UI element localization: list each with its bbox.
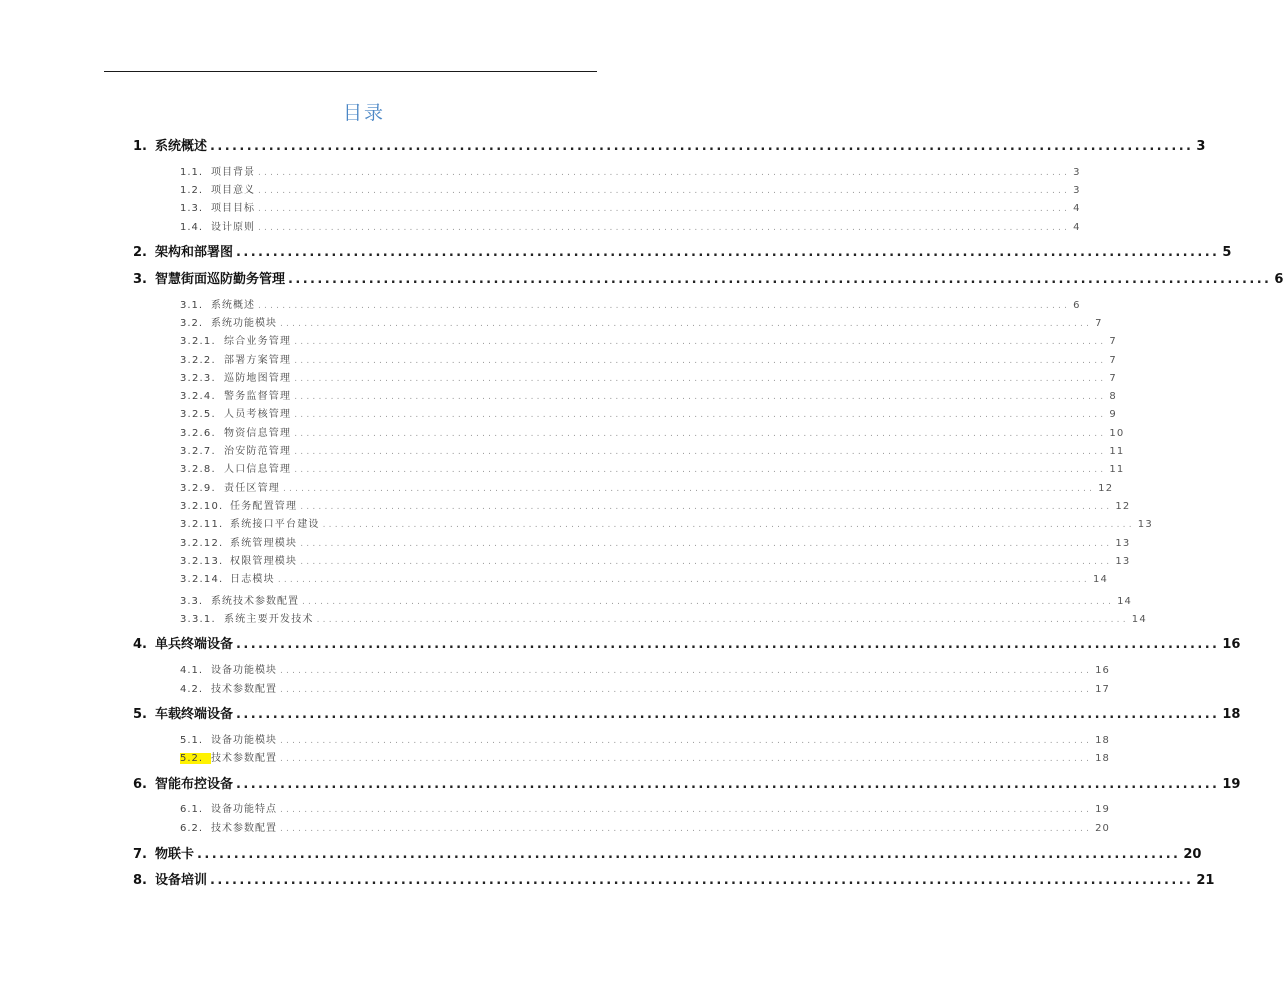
toc-entry[interactable] xyxy=(180,218,1081,233)
toc-entry[interactable] xyxy=(180,552,1131,567)
toc-page-number: 3 xyxy=(1073,185,1081,196)
dot-leader: ...................................................................................................................................... xyxy=(300,502,1113,512)
toc-entry-label: 日志模块 xyxy=(230,574,275,585)
toc-entry-number: 3. xyxy=(133,272,147,287)
toc-entry-number: 3.3. xyxy=(180,596,204,607)
toc-entry-label: 设备功能模块 xyxy=(211,735,277,746)
toc-entry[interactable] xyxy=(133,843,1202,862)
toc-page-number: 3 xyxy=(1196,139,1206,154)
dot-leader: ...................................................................................................................................... xyxy=(294,410,1107,420)
dot-leader: ...................................................................................................................................... xyxy=(258,204,1071,214)
dot-leader: ...................................................................................................................................... xyxy=(280,736,1093,746)
dot-leader: ...................................................................................................................................... xyxy=(280,805,1093,815)
toc-entry-number: 3.3.1. xyxy=(180,614,216,625)
toc-entry[interactable] xyxy=(133,268,1283,287)
toc-entry-number: 6. xyxy=(133,777,147,792)
toc-page-number: 16 xyxy=(1222,637,1241,652)
toc-entry[interactable] xyxy=(180,314,1103,329)
toc-entry-label: 物资信息管理 xyxy=(224,428,292,439)
toc-entry[interactable] xyxy=(180,405,1117,420)
toc-page-number: 18 xyxy=(1095,735,1110,746)
toc-entry-number: 7. xyxy=(133,847,147,862)
toc-page-number: 18 xyxy=(1222,707,1241,722)
toc-entry-label: 设备培训 xyxy=(155,873,208,888)
toc-entry-label: 车载终端设备 xyxy=(155,707,234,722)
toc-entry-number: 1. xyxy=(133,139,147,154)
toc-entry-number: 3.2.8. xyxy=(180,464,216,475)
toc-entry-label: 警务监督管理 xyxy=(224,391,292,402)
toc-entry-label: 技术参数配置 xyxy=(211,823,277,834)
toc-entry-label: 系统概述 xyxy=(211,300,255,311)
dot-leader: ...................................................................................................................................... xyxy=(294,429,1107,439)
toc-page-number: 8 xyxy=(1109,391,1117,402)
dot-leader: ...................................................................................................................................... xyxy=(280,319,1093,329)
toc-entry[interactable] xyxy=(133,633,1241,652)
toc-entry-label: 技术参数配置 xyxy=(211,684,277,695)
toc-entry[interactable] xyxy=(180,534,1131,549)
toc-entry-label: 设备功能特点 xyxy=(211,804,277,815)
toc-page-number: 4 xyxy=(1073,222,1081,233)
toc-entry[interactable] xyxy=(180,181,1081,196)
toc-page-number: 12 xyxy=(1115,501,1131,512)
dot-leader: ...................................................................................................................................... xyxy=(294,447,1107,457)
toc-entry-label: 项目目标 xyxy=(211,203,255,214)
toc-entry-number: 3.2.4. xyxy=(180,391,216,402)
toc-page-number: 13 xyxy=(1115,556,1131,567)
toc-entry[interactable] xyxy=(133,241,1232,260)
toc-entry[interactable] xyxy=(180,369,1117,384)
toc-entry-label: 治安防范管理 xyxy=(224,446,292,457)
toc-entry-number: 3.2.7. xyxy=(180,446,216,457)
dot-leader: ...................................................................................................................................... xyxy=(210,139,1194,154)
toc-entry-label: 技术参数配置 xyxy=(211,753,277,764)
toc-entry[interactable] xyxy=(133,869,1215,888)
dot-leader: ...................................................................................................................................... xyxy=(236,245,1220,260)
toc-entry-label: 项目意义 xyxy=(211,185,255,196)
toc-entry-number: 5.1. xyxy=(180,735,204,746)
toc-entry[interactable] xyxy=(180,680,1110,695)
toc-entry-number: 4.1. xyxy=(180,665,204,676)
toc-entry[interactable] xyxy=(180,479,1114,494)
toc-entry[interactable] xyxy=(180,424,1125,439)
toc-entry[interactable] xyxy=(180,515,1153,530)
toc-page-number: 7 xyxy=(1109,336,1117,347)
toc-entry[interactable] xyxy=(133,135,1206,154)
dot-leader: ...................................................................................................................................... xyxy=(280,824,1093,834)
toc-entry[interactable] xyxy=(180,387,1117,402)
toc-page-number: 4 xyxy=(1073,203,1081,214)
dot-leader: ...................................................................................................................................... xyxy=(294,337,1107,347)
toc-page-number: 7 xyxy=(1109,373,1117,384)
toc-entry-label: 人口信息管理 xyxy=(224,464,292,475)
toc-entry[interactable] xyxy=(180,460,1125,475)
toc-entry-label: 综合业务管理 xyxy=(224,336,292,347)
toc-entry-number: 4.2. xyxy=(180,684,204,695)
toc-entry-number: 3.2. xyxy=(180,318,204,329)
dot-leader: ...................................................................................................................................... xyxy=(294,392,1107,402)
toc-entry-label: 单兵终端设备 xyxy=(155,637,234,652)
toc-entry-number: 3.2.11. xyxy=(180,519,224,530)
toc-entry-label: 设备功能模块 xyxy=(211,665,277,676)
toc-page-number: 17 xyxy=(1095,684,1110,695)
toc-entry-number: 3.2.13. xyxy=(180,556,224,567)
toc-page-number: 7 xyxy=(1109,355,1117,366)
toc-page-number: 21 xyxy=(1196,873,1215,888)
dot-leader: ...................................................................................................................................... xyxy=(300,539,1113,549)
dot-leader: ...................................................................................................................................... xyxy=(294,356,1107,366)
toc-entry-number-highlighted: 5.2. xyxy=(180,753,211,764)
dot-leader: ...................................................................................................................................... xyxy=(300,557,1113,567)
toc-page-number: 11 xyxy=(1109,446,1125,457)
toc-entry[interactable] xyxy=(180,296,1081,311)
dot-leader: ...................................................................................................................................... xyxy=(280,754,1093,764)
dot-leader: ...................................................................................................................................... xyxy=(236,637,1220,652)
toc-entry-label: 部署方案管理 xyxy=(224,355,292,366)
dot-leader: ...................................................................................................................................... xyxy=(283,484,1096,494)
toc-entry-number: 1.1. xyxy=(180,167,204,178)
dot-leader: ...................................................................................................................................... xyxy=(258,301,1071,311)
dot-leader: ...................................................................................................................................... xyxy=(210,873,1194,888)
toc-entry[interactable] xyxy=(180,351,1117,366)
toc-entry-label: 系统概述 xyxy=(155,139,208,154)
dot-leader: ...................................................................................................................................... xyxy=(280,685,1093,695)
toc-entry[interactable] xyxy=(180,731,1110,746)
toc-entry[interactable] xyxy=(180,749,1110,764)
toc-entry[interactable] xyxy=(180,661,1110,676)
toc-entry-number: 3.1. xyxy=(180,300,204,311)
toc-entry-number: 3.2.5. xyxy=(180,409,216,420)
dot-leader: ...................................................................................................................................... xyxy=(258,168,1071,178)
toc-entry-number: 5. xyxy=(133,707,147,722)
toc-entry-label: 智慧街面巡防勤务管理 xyxy=(155,272,286,287)
toc-entry-number: 3.2.12. xyxy=(180,538,224,549)
toc-page-number: 20 xyxy=(1183,847,1202,862)
dot-leader: ...................................................................................................................................... xyxy=(277,575,1090,585)
toc-page-number: 5 xyxy=(1222,245,1232,260)
toc-entry[interactable] xyxy=(180,819,1110,834)
dot-leader: ...................................................................................................................................... xyxy=(302,597,1115,607)
toc-page-number: 6 xyxy=(1274,272,1283,287)
dot-leader: ...................................................................................................................................... xyxy=(236,707,1220,722)
toc-page-number: 14 xyxy=(1092,574,1109,585)
dot-leader: ...................................................................................................................................... xyxy=(197,847,1181,862)
toc-page-number: 12 xyxy=(1098,483,1114,494)
toc-entry[interactable] xyxy=(180,163,1081,178)
toc-entry[interactable] xyxy=(133,773,1241,792)
toc-entry[interactable] xyxy=(180,332,1117,347)
toc-page-number: 9 xyxy=(1109,409,1117,420)
dot-leader: ...................................................................................................................................... xyxy=(258,186,1071,196)
toc-page-number: 3 xyxy=(1073,167,1081,178)
toc-page-number: 7 xyxy=(1095,318,1103,329)
toc-entry-label: 人员考核管理 xyxy=(224,409,292,420)
toc-entry-number: 1.3. xyxy=(180,203,204,214)
toc-entry-label: 项目背景 xyxy=(211,167,255,178)
toc-page-number: 13 xyxy=(1137,519,1153,530)
toc-entry-label: 智能布控设备 xyxy=(155,777,234,792)
dot-leader: ...................................................................................................................................... xyxy=(322,520,1135,530)
dot-leader: ...................................................................................................................................... xyxy=(294,374,1107,384)
toc-entry[interactable] xyxy=(133,703,1241,722)
toc-entry-label: 系统接口平台建设 xyxy=(230,519,320,530)
toc-page-number: 19 xyxy=(1222,777,1241,792)
toc-entry[interactable] xyxy=(180,442,1125,457)
toc-entry[interactable] xyxy=(180,199,1081,214)
toc-page-number: 13 xyxy=(1115,538,1131,549)
toc-page-number: 10 xyxy=(1109,428,1125,439)
toc-entry-label: 架构和部署图 xyxy=(155,245,234,260)
dot-leader: ...................................................................................................................................... xyxy=(288,272,1272,287)
toc-entry-number: 3.2.10. xyxy=(180,501,224,512)
toc-page-number: 16 xyxy=(1095,665,1110,676)
toc-page-number: 11 xyxy=(1109,464,1125,475)
toc-entry[interactable] xyxy=(180,800,1110,815)
toc-page-number: 6 xyxy=(1073,300,1081,311)
toc-entry-number: 3.2.3. xyxy=(180,373,216,384)
toc-entry-label: 任务配置管理 xyxy=(230,501,298,512)
toc-entry[interactable] xyxy=(180,610,1147,625)
toc-entry-number: 3.2.1. xyxy=(180,336,216,347)
toc-entry-number: 3.2.2. xyxy=(180,355,216,366)
toc-entry-number: 6.2. xyxy=(180,823,204,834)
toc-entry-label: 系统技术参数配置 xyxy=(211,596,299,607)
toc-entry-number: 2. xyxy=(133,245,147,260)
dot-leader: ...................................................................................................................................... xyxy=(236,777,1220,792)
toc-entry-number: 3.2.9. xyxy=(180,483,216,494)
toc-entry[interactable] xyxy=(180,592,1132,607)
toc-entry[interactable] xyxy=(180,570,1109,585)
toc-page-number: 14 xyxy=(1131,614,1147,625)
toc-entry-label: 责任区管理 xyxy=(224,483,280,494)
toc-entry-label: 系统主要开发技术 xyxy=(224,614,314,625)
toc-entry-label: 物联卡 xyxy=(155,847,195,862)
toc-entry-number: 3.2.6. xyxy=(180,428,216,439)
toc-entry-label: 系统管理模块 xyxy=(230,538,298,549)
toc-entry-number: 1.4. xyxy=(180,222,204,233)
toc-entry-label: 系统功能模块 xyxy=(211,318,277,329)
dot-leader: ...................................................................................................................................... xyxy=(294,465,1107,475)
toc-page-number: 14 xyxy=(1117,596,1132,607)
toc-page-number: 20 xyxy=(1095,823,1110,834)
toc-entry-number: 8. xyxy=(133,873,147,888)
dot-leader: ...................................................................................................................................... xyxy=(258,223,1071,233)
toc-entry[interactable] xyxy=(180,497,1131,512)
toc-page-number: 18 xyxy=(1095,753,1110,764)
dot-leader: ...................................................................................................................................... xyxy=(316,615,1129,625)
toc-page-number: 19 xyxy=(1095,804,1110,815)
toc-entry-number: 6.1. xyxy=(180,804,204,815)
toc-entry-number: 4. xyxy=(133,637,147,652)
toc-entry-number: 1.2. xyxy=(180,185,204,196)
page-title: 目录 xyxy=(342,102,385,124)
toc-entry-label: 权限管理模块 xyxy=(230,556,298,567)
toc-entry-label: 巡防地图管理 xyxy=(224,373,292,384)
dot-leader: ...................................................................................................................................... xyxy=(280,666,1093,676)
toc-entry-label: 设计原则 xyxy=(211,222,255,233)
toc-entry-number: 3.2.14. xyxy=(180,574,224,585)
